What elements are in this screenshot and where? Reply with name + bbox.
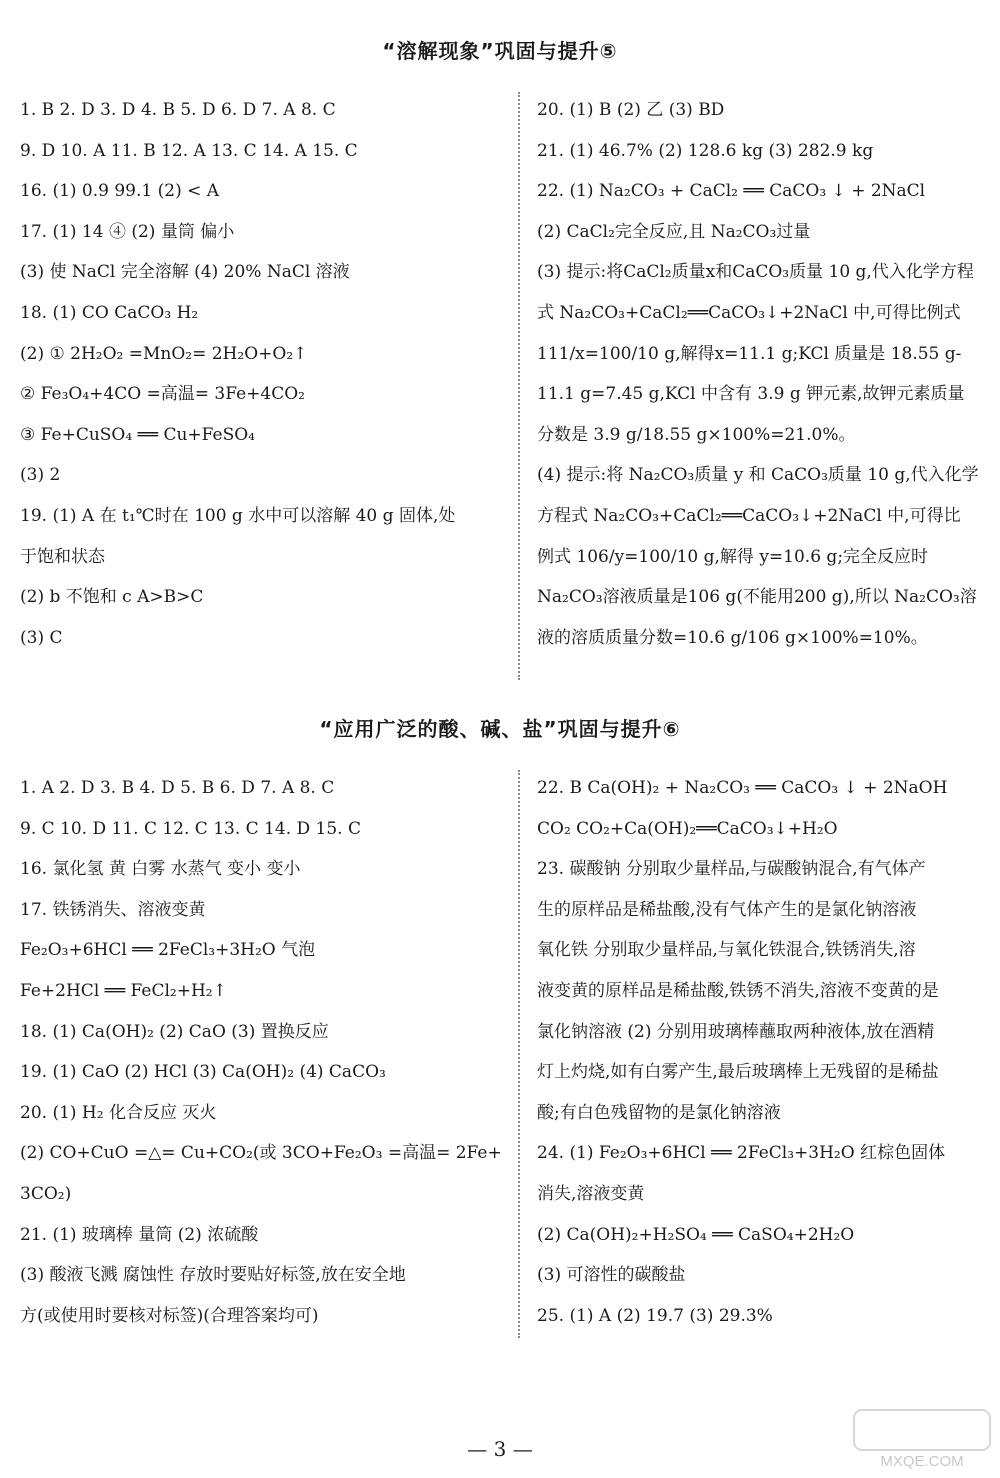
answer-line: 于饱和状态 — [20, 546, 105, 567]
column-divider-2 — [518, 770, 520, 1338]
answer-line: (2) CO+CuO =△= Cu+CO₂(或 3CO+Fe₂O₃ =高温= 2Fe+ — [20, 1143, 502, 1164]
answer-line: Fe₂O₃+6HCl ══ 2FeCl₃+3H₂O 气泡 — [20, 940, 316, 961]
answer-line: 17. (1) 14 ④ (2) 量筒 偏小 — [20, 221, 235, 242]
answer-line: Fe+2HCl ══ FeCl₂+H₂↑ — [20, 980, 227, 1001]
answer-line: 25. (1) A (2) 19.7 (3) 29.3% — [537, 1305, 773, 1326]
page-number: — 3 — — [467, 1437, 533, 1461]
answer-line: 液变黄的原样品是稀盐酸,铁锈不消失,溶液不变黄的是 — [537, 980, 939, 1001]
answer-line: 1. B 2. D 3. D 4. B 5. D 6. D 7. A 8. C — [20, 100, 336, 120]
section-title-2: “应用广泛的酸、碱、盐”巩固与提升⑥ — [319, 717, 681, 741]
column-divider-1 — [518, 92, 520, 680]
answer-line: 20. (1) H₂ 化合反应 灭火 — [20, 1102, 217, 1123]
watermark-logo — [852, 1408, 992, 1470]
answer-line: 17. 铁锈消失、溶液变黄 — [20, 899, 206, 920]
answer-line: (2) ① 2H₂O₂ =MnO₂= 2H₂O+O₂↑ — [20, 343, 308, 364]
answer-line: CO₂ CO₂+Ca(OH)₂══CaCO₃↓+H₂O — [537, 818, 838, 839]
answer-line: (3) 2 — [20, 465, 61, 486]
answer-line: 22. B Ca(OH)₂ + Na₂CO₃ ══ CaCO₃ ↓ + 2NaOH — [537, 778, 948, 798]
answer-line: 式 Na₂CO₃+CaCl₂══CaCO₃↓+2NaCl 中,可得比例式 — [537, 302, 961, 323]
answer-line: 18. (1) Ca(OH)₂ (2) CaO (3) 置换反应 — [20, 1021, 329, 1042]
answer-line: 9. C 10. D 11. C 12. C 13. C 14. D 15. C — [20, 818, 361, 839]
answer-line: 24. (1) Fe₂O₃+6HCl ══ 2FeCl₃+3H₂O 红棕色固体 — [537, 1143, 946, 1164]
answer-line: 氧化铁 分别取少量样品,与氧化铁混合,铁锈消失,溶 — [537, 940, 916, 961]
answer-line: 16. (1) 0.9 99.1 (2) < A — [20, 181, 220, 202]
answer-line: 生的原样品是稀盐酸,没有气体产生的是氯化钠溶液 — [537, 899, 917, 920]
answer-line: 氯化钠溶液 (2) 分别用玻璃棒蘸取两种液体,放在酒精 — [537, 1021, 935, 1042]
answer-line: 方程式 Na₂CO₃+CaCl₂══CaCO₃↓+2NaCl 中,可得比 — [537, 505, 961, 526]
answer-line: (2) b 不饱和 c A>B>C — [20, 587, 204, 608]
answer-line: Na₂CO₃溶液质量是106 g(不能用200 g),所以 Na₂CO₃溶 — [537, 587, 977, 608]
answer-line: (3) 使 NaCl 完全溶解 (4) 20% NaCl 溶液 — [20, 262, 350, 283]
answer-line: (3) 可溶性的碳酸盐 — [537, 1265, 686, 1286]
answer-line: 111/x=100/10 g,解得x=11.1 g;KCl 质量是 18.55 g- — [537, 343, 962, 364]
answer-line: 18. (1) CO CaCO₃ H₂ — [20, 302, 199, 323]
answer-line: 酸;有白色残留物的是氯化钠溶液 — [537, 1102, 781, 1123]
answer-line: (2) CaCl₂完全反应,且 Na₂CO₃过量 — [537, 221, 811, 242]
answer-line: 消失,溶液变黄 — [537, 1183, 645, 1204]
answer-line: 方(或使用时要核对标签)(合理答案均可) — [20, 1305, 319, 1326]
answer-line: 21. (1) 46.7% (2) 128.6 kg (3) 282.9 kg — [537, 140, 874, 161]
answer-line: (2) Ca(OH)₂+H₂SO₄ ══ CaSO₄+2H₂O — [537, 1224, 855, 1245]
answer-line: 9. D 10. A 11. B 12. A 13. C 14. A 15. C — [20, 140, 358, 161]
answer-line: 19. (1) CaO (2) HCl (3) Ca(OH)₂ (4) CaCO₃ — [20, 1062, 386, 1083]
answer-line: 23. 碳酸钠 分别取少量样品,与碳酸钠混合,有气体产 — [537, 859, 926, 880]
section-title-1: “溶解现象”巩固与提升⑤ — [382, 39, 618, 63]
answer-line: 1. A 2. D 3. B 4. D 5. B 6. D 7. A 8. C — [20, 778, 335, 798]
answer-line: ③ Fe+CuSO₄ ══ Cu+FeSO₄ — [20, 424, 255, 445]
answer-line: 11.1 g=7.45 g,KCl 中含有 3.9 g 钾元素,故钾元素质量 — [537, 384, 965, 405]
section-2-right-column — [537, 768, 1000, 1358]
answer-line: 液的溶质质量分数=10.6 g/106 g×100%=10%。 — [537, 627, 928, 648]
answer-line: (4) 提示:将 Na₂CO₃质量 y 和 CaCO₃质量 10 g,代入化学 — [537, 465, 979, 486]
answer-line: 22. (1) Na₂CO₃ + CaCl₂ ══ CaCO₃ ↓ + 2NaCl — [537, 181, 926, 202]
answer-line: 20. (1) B (2) 乙 (3) BD — [537, 100, 725, 120]
answer-line: (3) C — [20, 627, 63, 648]
svg-text:MXQE.COM: MXQE.COM — [880, 1453, 964, 1470]
section-2-left-column — [20, 768, 506, 1358]
answer-line: 分数是 3.9 g/18.55 g×100%=21.0%。 — [537, 424, 856, 445]
answer-line: 16. 氯化氢 黄 白雾 水蒸气 变小 变小 — [20, 859, 301, 880]
answer-line: 21. (1) 玻璃棒 量筒 (2) 浓硫酸 — [20, 1224, 259, 1245]
answer-line: 灯上灼烧,如有白雾产生,最后玻璃棒上无残留的是稀盐 — [537, 1062, 939, 1083]
answer-line: 3CO₂) — [20, 1183, 72, 1204]
section-1-left-column — [20, 90, 506, 690]
answer-line: ② Fe₃O₄+4CO =高温= 3Fe+4CO₂ — [20, 384, 305, 405]
section-1-right-column — [537, 90, 1000, 690]
answer-line: 19. (1) A 在 t₁℃时在 100 g 水中可以溶解 40 g 固体,处 — [20, 505, 456, 526]
answer-line: (3) 酸液飞溅 腐蚀性 存放时要贴好标签,放在安全地 — [20, 1265, 406, 1286]
answer-line: (3) 提示:将CaCl₂质量x和CaCO₃质量 10 g,代入化学方程 — [537, 262, 974, 283]
answer-line: 例式 106/y=100/10 g,解得 y=10.6 g;完全反应时 — [537, 546, 929, 567]
